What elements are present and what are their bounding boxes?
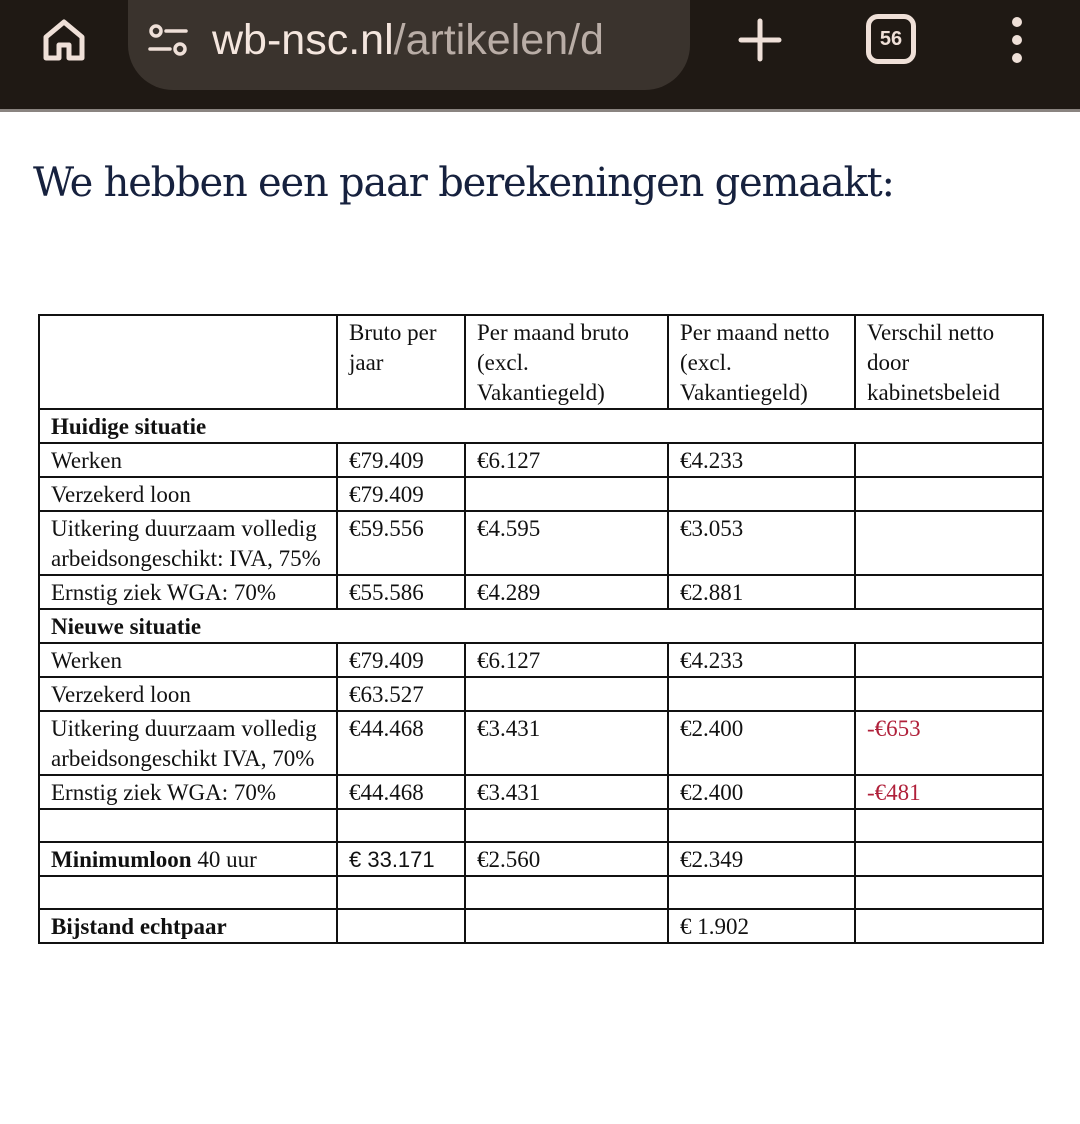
header-cell: Per maand netto (excl. Vakantiegeld): [668, 315, 855, 409]
section-title: Huidige situatie: [39, 409, 1043, 443]
cell-verschil: -€481: [855, 775, 1043, 809]
cell-verschil: [855, 909, 1043, 943]
cell-bruto-maand: €3.431: [465, 775, 668, 809]
cell-bruto-maand: €6.127: [465, 443, 668, 477]
cell-bruto-jaar: €59.556: [337, 511, 465, 575]
cell-netto-maand: €3.053: [668, 511, 855, 575]
spacer-row: [39, 876, 1043, 909]
row-label: Werken: [39, 643, 337, 677]
header-cell: [39, 315, 337, 409]
cell-bruto-jaar: [337, 909, 465, 943]
table-row-minimumloon: [39, 842, 1043, 876]
cell-verschil: [855, 575, 1043, 609]
cell-bruto-maand: €6.127: [465, 643, 668, 677]
cell-verschil: [855, 643, 1043, 677]
table-row: [39, 677, 1043, 711]
row-label: Ernstig ziek WGA: 70%: [39, 775, 337, 809]
row-label: Uitkering duurzaam volledig arbeidsongeschikt IVA, 70%: [39, 711, 337, 775]
row-label-rest: 40 uur: [191, 847, 257, 872]
salary-table: [38, 314, 1044, 944]
cell-bruto-maand: €4.289: [465, 575, 668, 609]
header-cell: Verschil netto door kabinetsbeleid: [855, 315, 1043, 409]
home-icon[interactable]: [40, 16, 88, 64]
table-row: [39, 775, 1043, 809]
tab-switcher-button[interactable]: 56: [866, 14, 916, 64]
cell-netto-maand: €4.233: [668, 643, 855, 677]
cell-bruto-jaar: €79.409: [337, 477, 465, 511]
cell-bruto-jaar: €79.409: [337, 643, 465, 677]
row-label: Ernstig ziek WGA: 70%: [39, 575, 337, 609]
cell-netto-maand: €4.233: [668, 443, 855, 477]
cell-bruto-maand: €3.431: [465, 711, 668, 775]
table-row-bijstand: [39, 909, 1043, 943]
table-row: [39, 443, 1043, 477]
cell-netto-maand: €2.400: [668, 711, 855, 775]
site-settings-icon[interactable]: [148, 23, 188, 57]
cell-bruto-jaar: € 33.171: [337, 842, 465, 876]
row-label: Verzekerd loon: [39, 677, 337, 711]
cell-bruto-maand: €2.560: [465, 842, 668, 876]
cell-verschil: [855, 443, 1043, 477]
cell-bruto-maand: €4.595: [465, 511, 668, 575]
table-row: [39, 643, 1043, 677]
page-heading: We hebben een paar berekeningen gemaakt:: [33, 160, 894, 206]
cell-bruto-jaar: €55.586: [337, 575, 465, 609]
table-row: [39, 711, 1043, 775]
row-label: Werken: [39, 443, 337, 477]
row-label: Bijstand echtpaar: [39, 909, 337, 943]
table-row: [39, 477, 1043, 511]
cell-netto-maand: € 1.902: [668, 909, 855, 943]
header-cell: Bruto per jaar: [337, 315, 465, 409]
more-options-icon[interactable]: [1004, 16, 1030, 64]
cell-netto-maand: €2.349: [668, 842, 855, 876]
cell-verschil: [855, 842, 1043, 876]
cell-verschil: [855, 677, 1043, 711]
address-bar[interactable]: [128, 0, 690, 90]
section-row-current: [39, 409, 1043, 443]
new-tab-icon[interactable]: [736, 16, 784, 64]
cell-netto-maand: €2.400: [668, 775, 855, 809]
row-label: Uitkering duurzaam volledig arbeidsongeschikt: IVA, 75%: [39, 511, 337, 575]
url-text[interactable]: [212, 12, 677, 68]
cell-bruto-jaar: €44.468: [337, 775, 465, 809]
cell-verschil: -€653: [855, 711, 1043, 775]
table-header-row: [39, 315, 1043, 409]
section-title: Nieuwe situatie: [39, 609, 1043, 643]
section-row-new: [39, 609, 1043, 643]
cell-bruto-jaar: €44.468: [337, 711, 465, 775]
cell-verschil: [855, 477, 1043, 511]
table-row: [39, 511, 1043, 575]
cell-bruto-maand: [465, 477, 668, 511]
browser-toolbar: [0, 0, 1080, 112]
cell-bruto-maand: [465, 677, 668, 711]
spacer-row: [39, 809, 1043, 842]
url-path: /artikelen/d: [393, 16, 604, 64]
cell-verschil: [855, 511, 1043, 575]
table-row: [39, 575, 1043, 609]
cell-bruto-jaar: €79.409: [337, 443, 465, 477]
cell-netto-maand: [668, 677, 855, 711]
header-cell: Per maand bruto (excl. Vakantiegeld): [465, 315, 668, 409]
row-label: [39, 842, 337, 876]
cell-netto-maand: [668, 477, 855, 511]
row-label: Verzekerd loon: [39, 477, 337, 511]
cell-netto-maand: €2.881: [668, 575, 855, 609]
cell-bruto-jaar: €63.527: [337, 677, 465, 711]
url-host: wb-nsc.nl: [212, 16, 394, 64]
row-label-bold: Minimumloon: [51, 847, 192, 872]
cell-bruto-maand: [465, 909, 668, 943]
